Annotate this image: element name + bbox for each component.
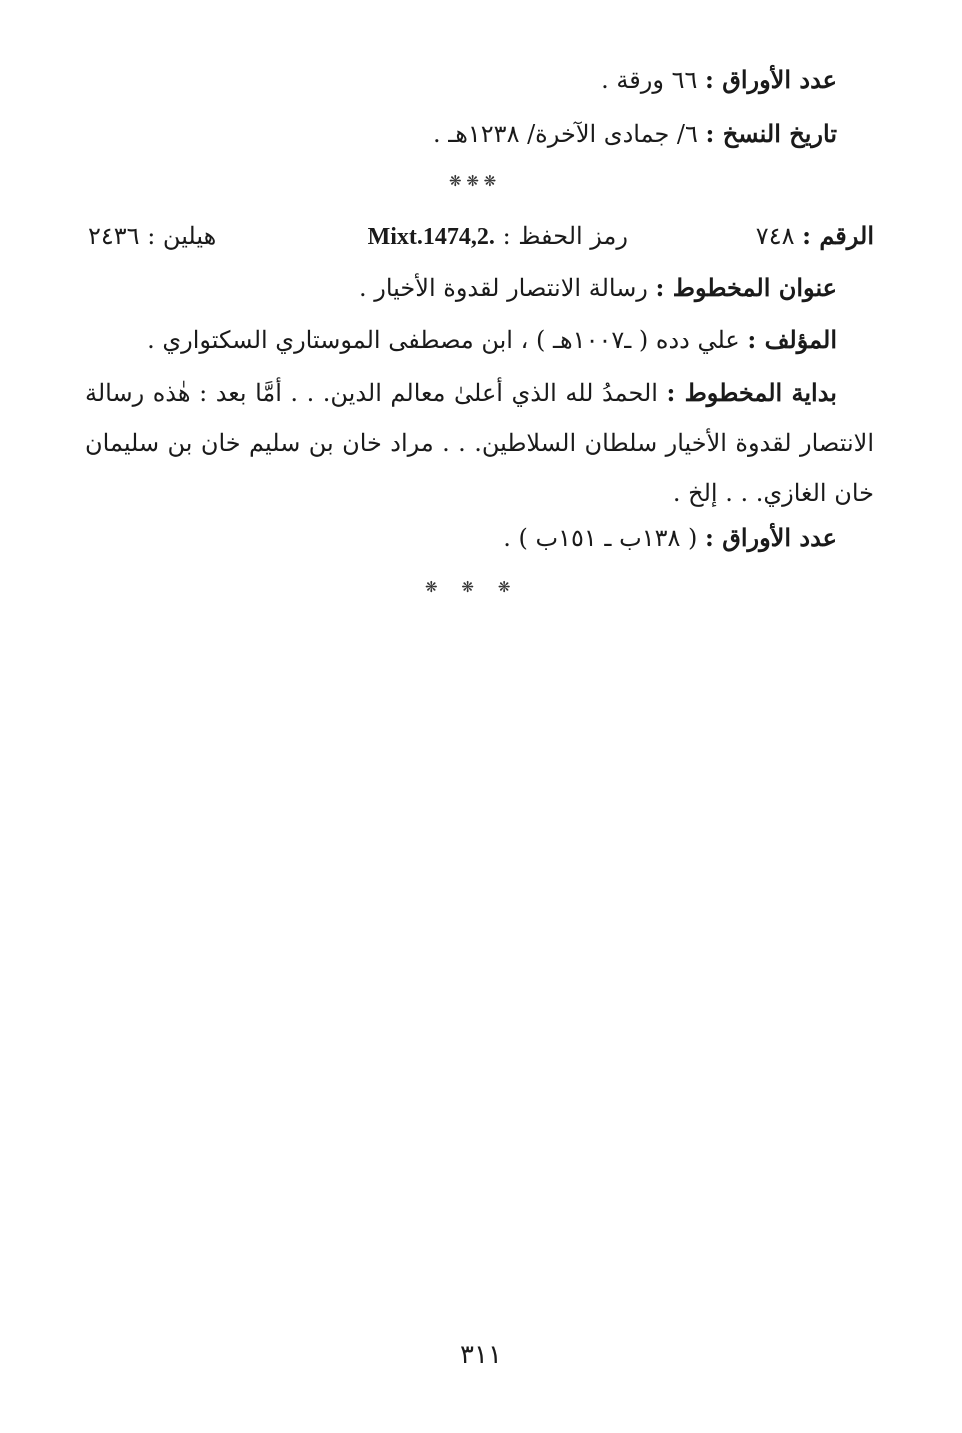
title-value: رسالة الانتصار لقدوة الأخيار . bbox=[359, 274, 648, 302]
prev-folios-line bbox=[601, 62, 837, 98]
title-label: عنوان المخطوط : bbox=[655, 273, 837, 302]
page-number: ٣١١ bbox=[460, 1340, 502, 1370]
folios-label: عدد الأوراق : bbox=[705, 65, 837, 94]
author-line bbox=[147, 322, 837, 358]
number-value: ٧٤٨ bbox=[755, 222, 795, 250]
folios-line bbox=[503, 520, 837, 556]
incipit-paragraph bbox=[85, 368, 874, 518]
entry-folios-label: عدد الأوراق : bbox=[705, 523, 837, 552]
copy-date-label: تاريخ النسخ : bbox=[705, 119, 837, 148]
separator-top: ❋ ❋ ❋ bbox=[449, 172, 497, 190]
haylin-label: هيلين : bbox=[147, 222, 217, 250]
number-label: الرقم : bbox=[802, 221, 874, 250]
haylin-value: ٢٤٣٦ bbox=[88, 222, 140, 250]
haylin-number bbox=[88, 218, 216, 254]
shelfmark bbox=[368, 218, 628, 255]
author-value: علي دده ( ـ١٠٠٧هـ ) ، ابن مصطفى الموستاري السكتواري . bbox=[147, 326, 740, 354]
separator-bottom: ❋ ❋ ❋ bbox=[425, 578, 511, 596]
entry-number bbox=[756, 218, 874, 254]
copy-date-value: ٦/ جمادى الآخرة/ ١٢٣٨هـ . bbox=[432, 120, 698, 148]
author-label: المؤلف : bbox=[747, 325, 837, 354]
incipit-value: الحمدُ لله الذي أعلىٰ معالم الدين. . . أمَّا بعد : هٰذه رسالة الانتصار لقدوة الأخيار سلطان السلاطين. . . مراد خان بن سليم خان بن سليمان خان الغازي. . . إلخ . bbox=[85, 379, 874, 507]
incipit-label: بداية المخطوط : bbox=[666, 378, 837, 407]
shelfmark-label: رمز الحفظ : bbox=[502, 222, 628, 250]
reference-row bbox=[88, 218, 874, 254]
folios-value: ٦٦ ورقة . bbox=[601, 66, 698, 94]
title-line bbox=[359, 270, 837, 306]
entry-folios-value: ( ١٣٨ب ـ ١٥١ب ) . bbox=[503, 524, 698, 552]
shelfmark-value: Mixt.1474,2. bbox=[367, 224, 495, 250]
prev-copy-date-line bbox=[433, 116, 837, 152]
